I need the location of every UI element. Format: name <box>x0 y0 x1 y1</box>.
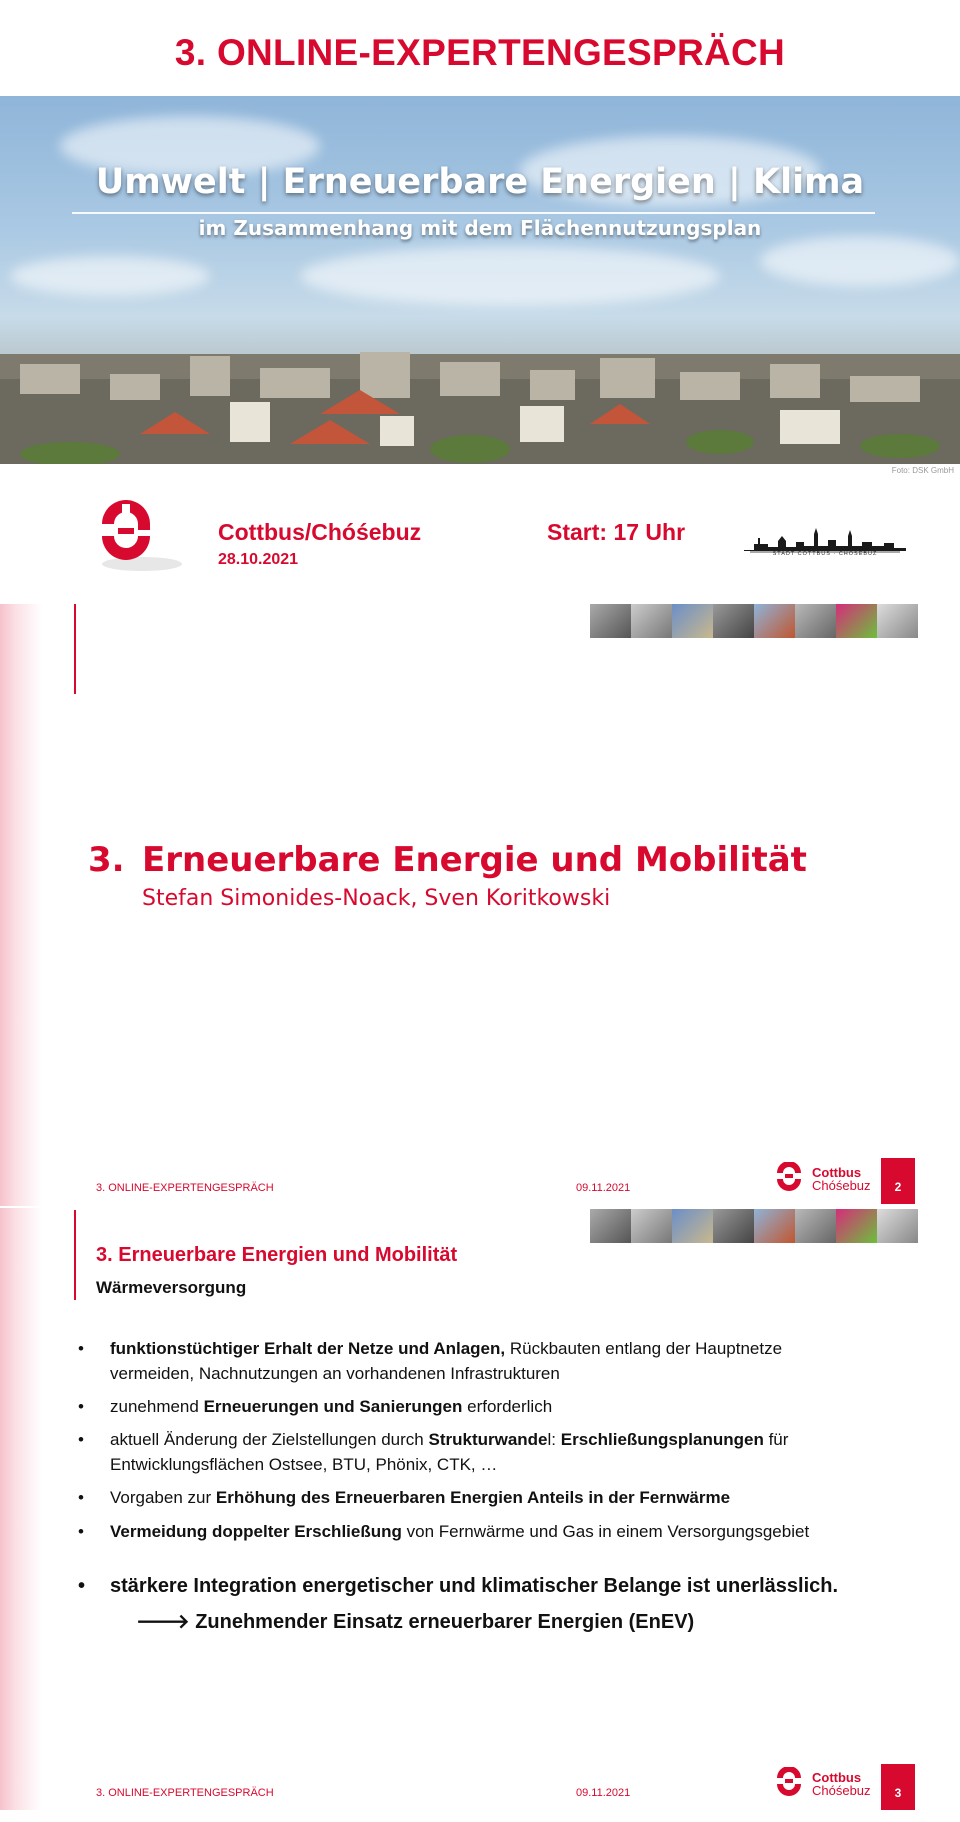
bullet-marker: • <box>78 1522 84 1541</box>
bullet-marker: • <box>78 1430 84 1449</box>
speakers: Stefan Simonides-Noack, Sven Koritkowski <box>142 886 611 911</box>
footer-logo-line2: Chóśebuz <box>812 1783 871 1798</box>
event-title: 3. ONLINE-EXPERTENGESPRÄCH <box>174 32 786 73</box>
title-slide <box>0 0 960 604</box>
footer-logo-line1: Cottbus <box>812 1165 862 1180</box>
accent-line <box>74 604 76 694</box>
page-number: 2 <box>881 1158 915 1204</box>
footer-logo-line1: Cottbus <box>812 1770 862 1785</box>
footer-title: 3. ONLINE-EXPERTENGESPRÄCH <box>96 1182 274 1194</box>
section-slide <box>0 604 960 1206</box>
banner-subtitle: im Zusammenhang mit dem Flächennutzungsplan <box>198 216 762 240</box>
city-name: Cottbus/Chóśebuz <box>218 519 422 545</box>
slide-subtitle: Wärmeversorgung <box>96 1278 247 1297</box>
content-slide: 3. Erneuerbare Energien und Mobilität Wärmeversorgung • funktionstüchtiger Erhalt der Netze und Anlagen, Rückbauten entlang der Hauptnetze vermeiden, Nachnutzungen an vorhandenen Infrastrukturen • zunehmend Erneuerungen und Sanierungen erforderlich • aktuell Änderung der Zielstellungen durch Strukturwandel: Erschließungsplanungen für Entwicklungsflächen Ostsee, BTU, Phönix, CTK, … • Vorgaben zur Erhöhung des Erneuerbaren Energien Anteils in der Fernwärme • Vermeidung doppelter Erschließung von Fernwärme und Gas in einem Versorgungsgebiet • stärkere Integration energetischer und klimatischer Belange ist unerlässlich. 🡒 Zunehmender Einsatz erneuerbarer Energien (EnEV) 3. ONLINE-EXPERTENGESPRÄCH 09.11.2021 Cottbus Chóśebuz 3 <box>0 1208 960 1810</box>
footer-date: 09.11.2021 <box>576 1182 631 1194</box>
start-time: Start: 17 Uhr <box>547 519 686 545</box>
banner-divider <box>72 212 875 214</box>
arrow-conclusion: 🡒 Zunehmender Einsatz erneuerbarer Energien (EnEV) <box>136 1611 695 1633</box>
event-date: 28.10.2021 <box>218 551 299 568</box>
accent-line <box>74 1210 76 1300</box>
banner-title: Umwelt | Erneuerbare Energien | Klima <box>95 162 865 202</box>
side-gradient <box>0 604 42 1206</box>
bullet-marker: • <box>78 1488 84 1507</box>
header-photo-strip <box>590 1209 918 1243</box>
photo-credit: Foto: DSK GmbH <box>891 466 954 475</box>
section-heading: Erneuerbare Energie und Mobilität <box>142 840 807 880</box>
section-number: 3. <box>88 840 125 880</box>
cottbus-small-logo-icon <box>774 1767 804 1797</box>
city-panorama-banner <box>0 96 960 464</box>
skyline-logo-caption: STADT COTTBUS · CHÓŚEBUZ <box>772 551 878 557</box>
cottbus-small-logo-icon <box>774 1162 804 1192</box>
bullet-marker: • <box>78 1339 84 1358</box>
bullet-marker: • <box>78 1397 84 1416</box>
bullet-marker: • <box>78 1575 86 1597</box>
footer-logo-line2: Chóśebuz <box>812 1178 871 1193</box>
header-photo-strip <box>590 604 918 638</box>
city-rooftops-image <box>0 324 960 464</box>
footer-title: 3. ONLINE-EXPERTENGESPRÄCH <box>96 1787 274 1799</box>
side-gradient <box>0 1208 42 1810</box>
slide-title: 3. Erneuerbare Energien und Mobilität <box>96 1244 458 1266</box>
page-number: 3 <box>881 1764 915 1810</box>
cottbus-logo-icon <box>92 494 187 574</box>
footer-date: 09.11.2021 <box>576 1787 631 1799</box>
